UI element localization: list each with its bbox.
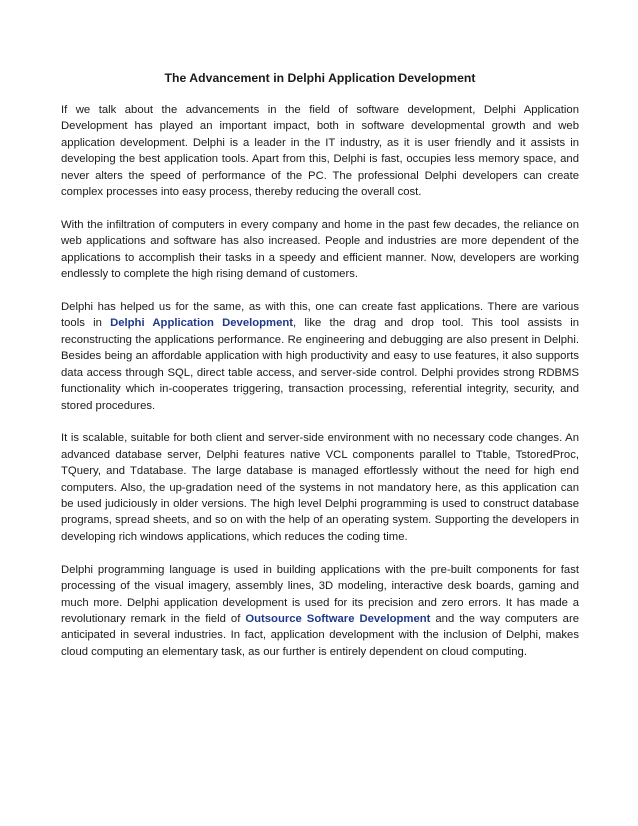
outsource-software-development-link[interactable]: Outsource Software Development [245,612,431,625]
delphi-application-development-link[interactable]: Delphi Application Development [110,317,294,330]
paragraph-2: With the infiltration of computers in every company and home in the past few decades, the reliance on web applications and software has also increased. People and industries are more dependent of the applications to accomplish their tasks in a speedy and efficient manner. Now, developers are working endlessly to complete the high rising demand of customers. [61,218,579,281]
paragraph-3-text-before: Delphi has helped us for the same, as with this, one can create fast applications. There are various tools in [61,301,579,330]
paragraph-5-text-before: Delphi programming language is used in building applications with the pre-built components for fast processing of the visual imagery, assembly lines, 3D modeling, interactive desk boards, gaming and much more. Delphi application development is used for its precision and zero errors. It has made a revolutionary remark in the field of [61,563,579,625]
paragraph-5 [61,562,579,660]
paragraph-3 [61,299,579,414]
paragraph-1: If we talk about the advancements in the field of software development, Delphi Application Development has played an important impact, both in software developmental growth and web application development. Delphi is a leader in the IT industry, as it is user friendly and it assists in developing the best application tools. Apart from this, Delphi is fast, occupies less memory space, and never alters the speed of performance of the PC. The professional Delphi developers can create complex processes into easy process, thereby reducing the overall cost. [61,104,579,199]
document-title: The Advancement in Delphi Application Development [164,71,476,85]
document-page [61,70,579,677]
paragraph-5-text-after: and the way computers are anticipated in several industries. In fact, application development with the inclusion of Delphi, makes cloud computing an elementary task, as our further is entirely dependent on cloud computing. [61,612,579,658]
paragraph-3-text-after: , like the drag and drop tool. This tool assists in reconstructing the applications performance. Re engineering and debugging are also present in Delphi. Besides being an affordable application with high productivity and easy to use features, it also supports data access through SQL, direct table access, and server-side control. Delphi provides strong RDBMS functionality which in-cooperates triggering, transaction processing, referential integrity, security, and stored procedures. [61,317,579,412]
paragraph-4: It is scalable, suitable for both client and server-side environment with no necessary code changes. An advanced database server, Delphi features native VCL components parallel to Ttable, TstoredProc, TQuery, and Tdatabase. The large database is managed effortlessly without the need for high end computers. Also, the up-gradation need of the systems in not mandatory here, as this application can be used judiciously in older versions. The high level Delphi programming is used to construct database programs, spread sheets, and so on with the help of an operating system. Supporting the developers in developing rich windows applications, which reduces the coding time. [61,432,579,543]
